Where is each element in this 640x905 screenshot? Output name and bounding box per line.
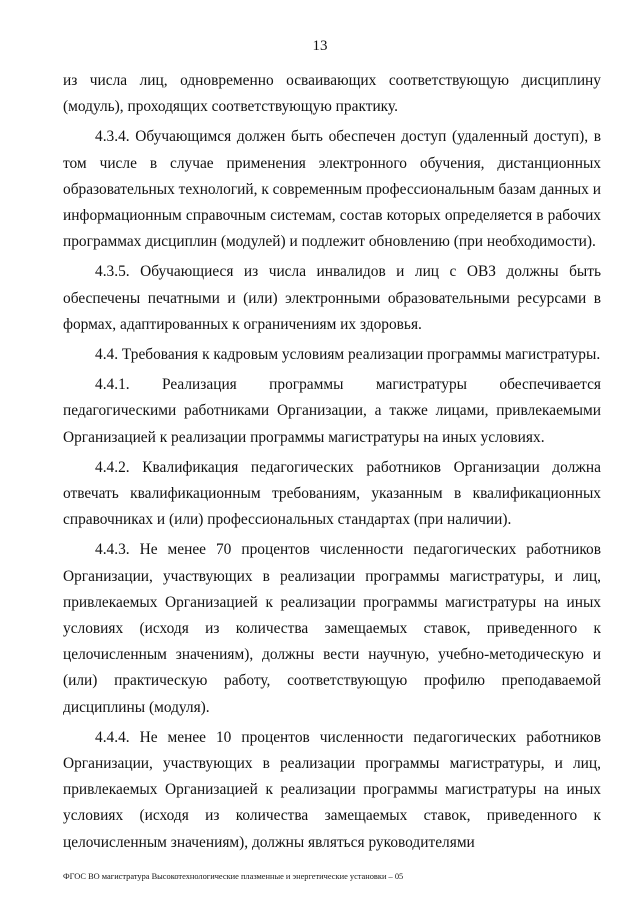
document-body (63, 68, 601, 860)
page-footer: ФГОС ВО магистратура Высокотехнологические плазменные и энергетические установки – 05 (63, 872, 404, 881)
paragraph-4-3-5: 4.3.5. Обучающиеся из числа инвалидов и лиц с ОВЗ должны быть обеспечены печатными и (или) электронными образовательными ресурсами в формах, адаптированных к ограничениям их здоровья. (63, 263, 601, 333)
paragraph-4-4-3: 4.4.3. Не менее 70 процентов численности педагогических работников Организации, участвующих в реализации программы магистратуры, и лиц, привлекаемых Организацией к реализации программы магистратуры на иных условиях (исходя из количества замещаемых ставок, приведенного к целочисленным значениям), должны вести научную, учебно-методическую и (или) практическую работу, соответствующую профилю преподаваемой дисциплины (модуля). (63, 541, 601, 716)
paragraph-4-4-2: 4.4.2. Квалификация педагогических работников Организации должна отвечать квалификационным требованиям, указанным в квалификационных справочниках и (или) профессиональных стандартах (при наличии). (63, 458, 601, 529)
paragraph-4-4-1: 4.4.1. Реализация программы магистратуры обеспечивается педагогическими работниками Организации, а также лицами, привлекаемыми Организацией к реализации программы магистратуры на иных условиях. (63, 376, 601, 446)
paragraph-continuation: из числа лиц, одновременно осваивающих соответствующую дисциплину (модуль), проходящих соответствующую практику. (63, 72, 601, 116)
page-number: 13 (312, 38, 328, 54)
paragraph-4-4-4: 4.4.4. Не менее 10 процентов численности педагогических работников Организации, участвующих в реализации программы магистратуры, и лиц, привлекаемых Организацией к реализации программы магистратуры на иных условиях (исходя из количества замещаемых ставок, приведенного к целочисленным значениям), должны являться руководителями (63, 728, 601, 851)
paragraph-4-4: 4.4. Требования к кадровым условиям реализации программы магистратуры. (95, 346, 601, 364)
paragraph-4-3-4: 4.3.4. Обучающимся должен быть обеспечен доступ (удаленный доступ), в том числе в случае применения электронного обучения, дистанционных образовательных технологий, к современным профессиональным базам данных и информационным справочным системам, состав которых определяется в рабочих программах дисциплин (модулей) и подлежит обновлению (при необходимости). (63, 128, 601, 251)
